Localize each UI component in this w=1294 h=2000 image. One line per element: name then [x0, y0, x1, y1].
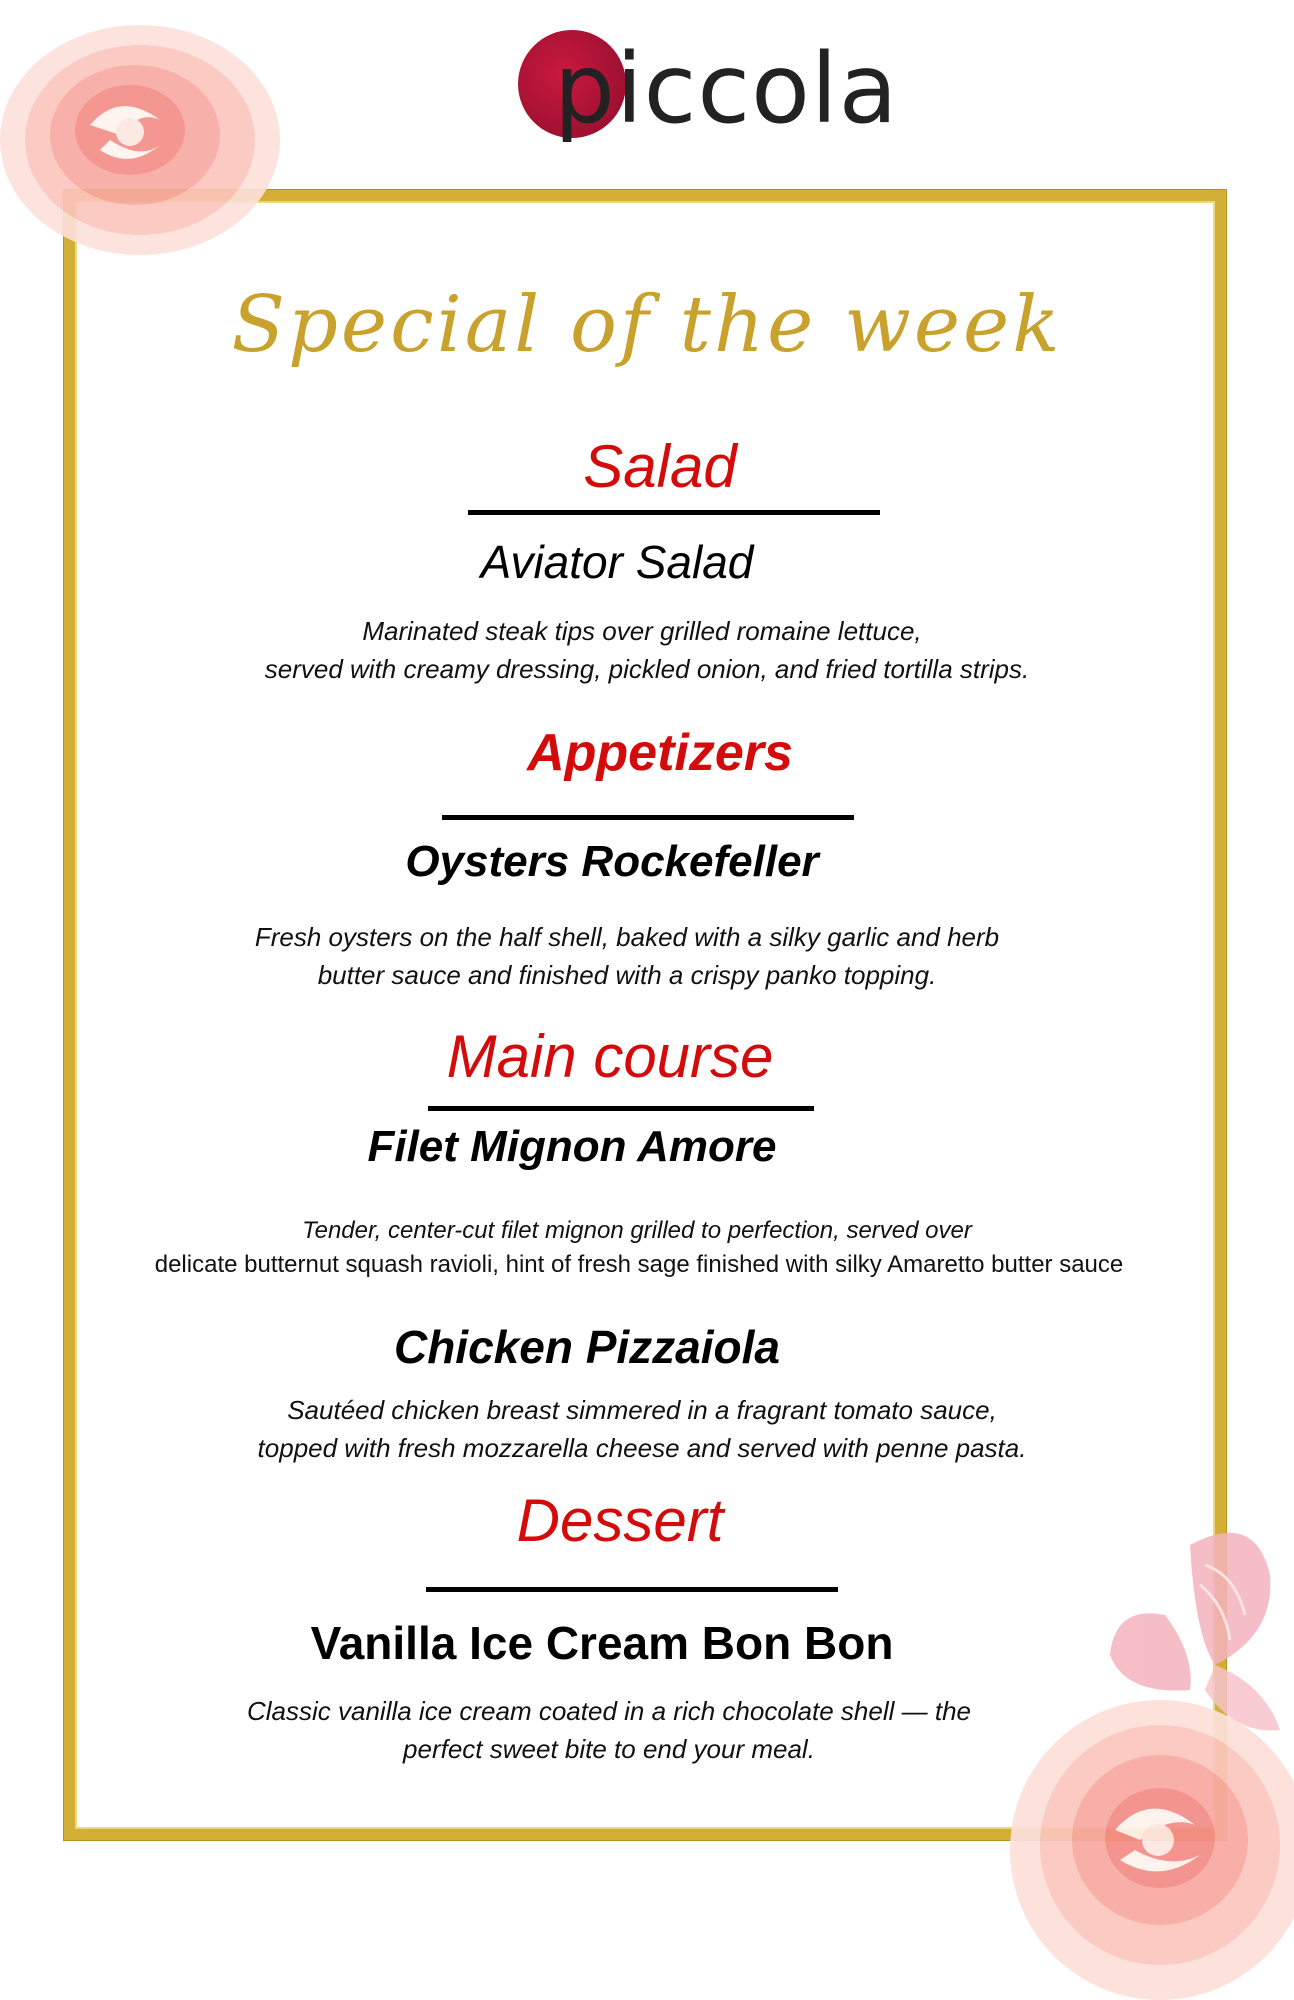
main-course-divider — [428, 1106, 814, 1111]
dish-chicken-pizzaiola: Chicken Pizzaiola — [393, 1321, 780, 1373]
dessert-divider — [426, 1587, 838, 1592]
filet-mignon-desc-line2-text: delicate butternut squash ravioli, hint of fresh sage finished with silky Amaretto butter sauce — [154, 1251, 1124, 1278]
salad-divider — [468, 510, 880, 515]
bon-bon-desc-line2: perfect sweet bite to end your meal. — [403, 1734, 815, 1764]
dish-vanilla-ice-cream-bon-bon: Vanilla Ice Cream Bon Bon — [310, 1617, 894, 1669]
peony-flower-top-left — [0, 10, 300, 290]
category-dessert: Dessert — [516, 1487, 724, 1554]
dish-aviator-salad: Aviator Salad — [480, 536, 754, 588]
category-salad: Salad — [583, 433, 737, 500]
special-of-the-week-heading: Special of the week — [231, 280, 1063, 370]
dish-filet-mignon-amore: Filet Mignon Amore — [367, 1122, 777, 1171]
chicken-pizzaiola-desc-line2: topped with fresh mozzarella cheese and served with penne pasta. — [257, 1433, 1027, 1463]
category-main-course: Main course — [446, 1023, 774, 1090]
category-appetizers: Appetizers — [527, 724, 793, 782]
aviator-salad-desc-line1: Marinated steak tips over grilled romaine lettuce, — [362, 616, 922, 646]
filet-mignon-desc-line2 — [0, 1246, 1286, 1284]
aviator-salad-desc-line2: served with creamy dressing, pickled onion, and fried tortilla strips. — [264, 654, 1030, 684]
chicken-pizzaiola-desc-line1: Sautéed chicken breast simmered in a fragrant tomato sauce, — [287, 1395, 997, 1425]
piccola-logo — [518, 30, 899, 160]
dish-oysters-rockefeller: Oysters Rockefeller — [405, 837, 819, 886]
appetizers-divider — [442, 815, 854, 820]
logo-wordmark: piccola — [554, 33, 899, 145]
filet-mignon-desc-line1: Tender, center-cut filet mignon grilled to perfection, served over — [302, 1217, 972, 1244]
oysters-desc-line1: Fresh oysters on the half shell, baked with a silky garlic and herb — [254, 922, 1000, 952]
oysters-desc-line2: butter sauce and finished with a crispy panko topping. — [317, 960, 937, 990]
peony-flower-bottom-right — [1000, 1680, 1294, 2000]
bon-bon-desc-line1: Classic vanilla ice cream coated in a rich chocolate shell — the — [246, 1696, 971, 1726]
